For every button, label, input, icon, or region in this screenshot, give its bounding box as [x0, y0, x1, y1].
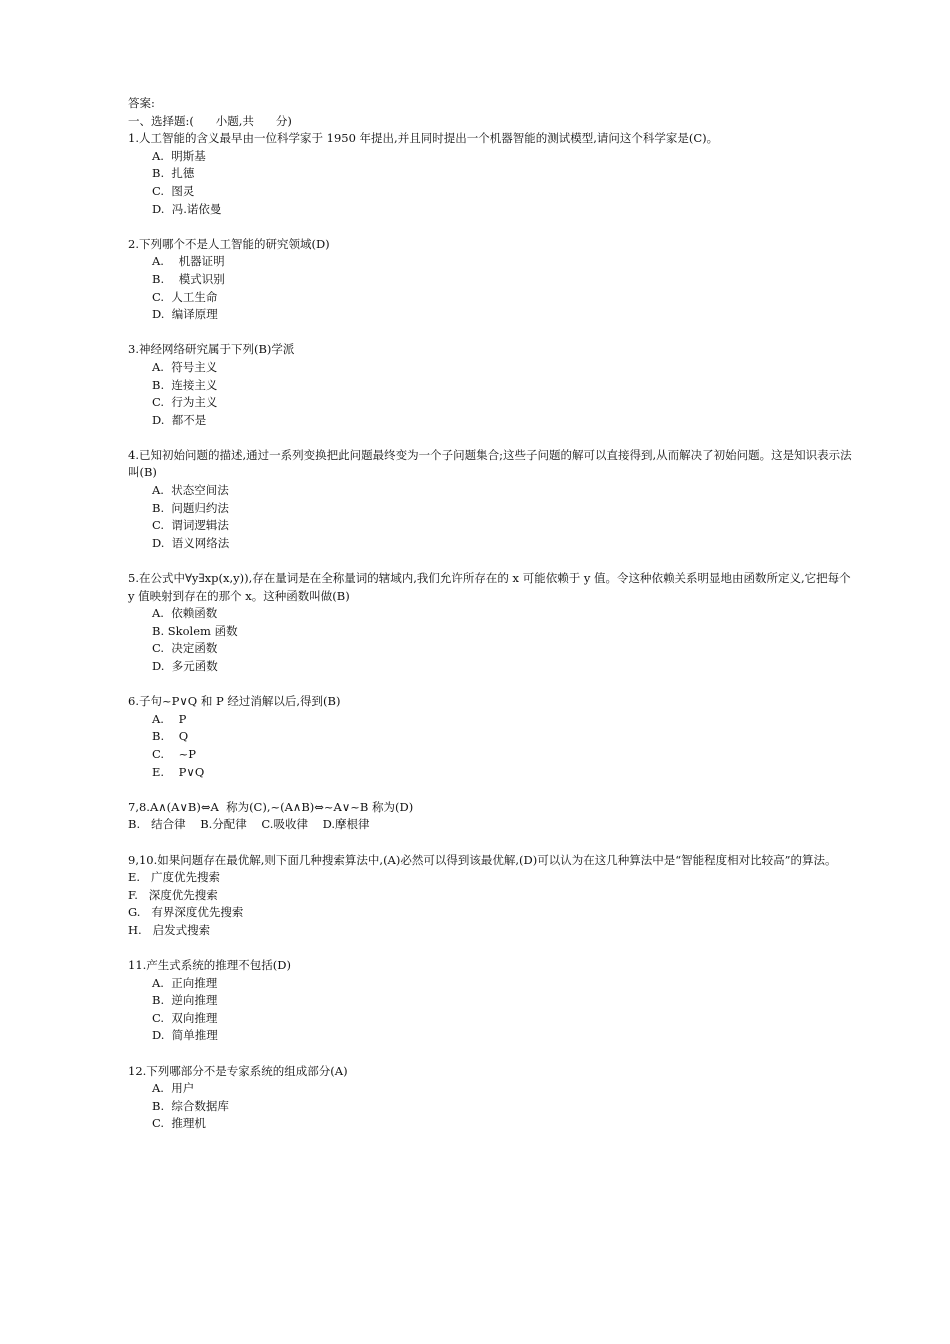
answer-option: B. 模式识别	[152, 271, 225, 286]
question-text: 6.子句~P∨Q 和 P 经过消解以后,得到(B)	[128, 694, 341, 709]
answer-option: D. 多元函数	[152, 659, 218, 673]
question-text: 1.人工智能的含义最早由一位科学家于 1950 年提出,并且同时提出一个机器智能的测试模型,请问这个科学家是(C)。	[128, 131, 719, 146]
answer-option: D. 冯.诺依曼	[152, 201, 222, 216]
answer-option: B. 结合律 B.分配律 C.吸收律 D.摩根律	[128, 817, 370, 832]
question-block	[128, 852, 858, 940]
answer-option: A. 依赖函数	[152, 606, 218, 621]
answer-option: A. 明斯基	[152, 148, 206, 163]
answer-option: G. 有界深度优先搜索	[128, 905, 244, 920]
answer-option: D. 简单推理	[152, 1028, 218, 1043]
answer-option: C. ~P	[152, 746, 197, 761]
question-block	[128, 130, 858, 218]
question-block	[128, 799, 858, 834]
answer-option: H. 启发式搜索	[128, 922, 211, 937]
answer-option: C. 双向推理	[152, 1010, 218, 1025]
answer-option: A. 用户	[152, 1081, 195, 1096]
answer-option: D. 编译原理	[152, 307, 218, 322]
answer-option: A. P	[152, 711, 187, 726]
answer-option: B. 综合数据库	[152, 1098, 229, 1113]
question-text: 3.神经网络研究属于下列(B)学派	[128, 342, 295, 357]
question-text: 12.下列哪部分不是专家系统的组成部分(A)	[128, 1063, 348, 1078]
answer-option: C. 图灵	[152, 183, 195, 198]
answer-option: B. Skolem 函数	[152, 623, 238, 638]
answer-option: B. Q	[152, 729, 189, 744]
answer-option: E. P∨Q	[152, 764, 205, 779]
answer-option: B. 连接主义	[152, 377, 218, 392]
question-text: 4.已知初始问题的描述,通过一系列变换把此问题最终变为一个子问题集合;这些子问题的解可以直接得到,从而解决了初始问题。这是知识表示法叫(B)	[128, 447, 852, 480]
answer-option: C. 决定函数	[152, 641, 218, 656]
answer-option: B. 逆向推理	[152, 993, 218, 1008]
question-block	[128, 447, 858, 553]
document-body	[128, 95, 858, 1133]
question-block	[128, 693, 858, 781]
answer-option: A. 状态空间法	[152, 483, 229, 498]
answer-option: C. 推理机	[152, 1116, 206, 1131]
answer-option: A. 符号主义	[152, 359, 218, 374]
question-text: 7,8.A∧(A∨B)⇔A 称为(C),~(A∧B)⇔~A∨~B 称为(D)	[128, 799, 414, 814]
answer-heading: 答案:	[128, 96, 155, 110]
answer-option: A. 正向推理	[152, 975, 218, 990]
answer-option: D. 都不是	[152, 412, 207, 427]
question-block	[128, 1063, 858, 1133]
answer-option: C. 人工生命	[152, 289, 218, 304]
answer-option: C. 谓词逻辑法	[152, 518, 229, 533]
answer-option: B. 扎德	[152, 166, 195, 181]
question-block	[128, 341, 858, 429]
answer-option: A. 机器证明	[152, 254, 225, 269]
answer-option: F. 深度优先搜索	[128, 887, 218, 902]
answer-option: E. 广度优先搜索	[128, 870, 221, 885]
question-block	[128, 957, 858, 1045]
question-text: 5.在公式中∀y∃xp(x,y)),存在量词是在全称量词的辖域内,我们允许所存在的 x 可能依赖于 y 值。令这种依赖关系明显地由函数所定义,它把每个 y 值映射到存在的那个 x。这种函数叫做(B)	[128, 571, 855, 603]
question-block	[128, 570, 858, 676]
answer-option: B. 问题归约法	[152, 500, 229, 515]
answer-option: C. 行为主义	[152, 395, 218, 410]
answer-option: D. 语义网络法	[152, 535, 230, 550]
section-heading: 一、选择题:( 小题,共 分)	[128, 113, 292, 128]
question-block	[128, 236, 858, 324]
question-text: 2.下列哪个不是人工智能的研究领域(D)	[128, 236, 330, 251]
question-text: 11.产生式系统的推理不包括(D)	[128, 958, 291, 973]
question-list	[128, 130, 858, 1133]
question-text: 9,10.如果问题存在最优解,则下面几种搜索算法中,(A)必然可以得到该最优解,(D)可以认为在这几种算法中是“智能程度相对比较高”的算法。	[128, 852, 837, 867]
